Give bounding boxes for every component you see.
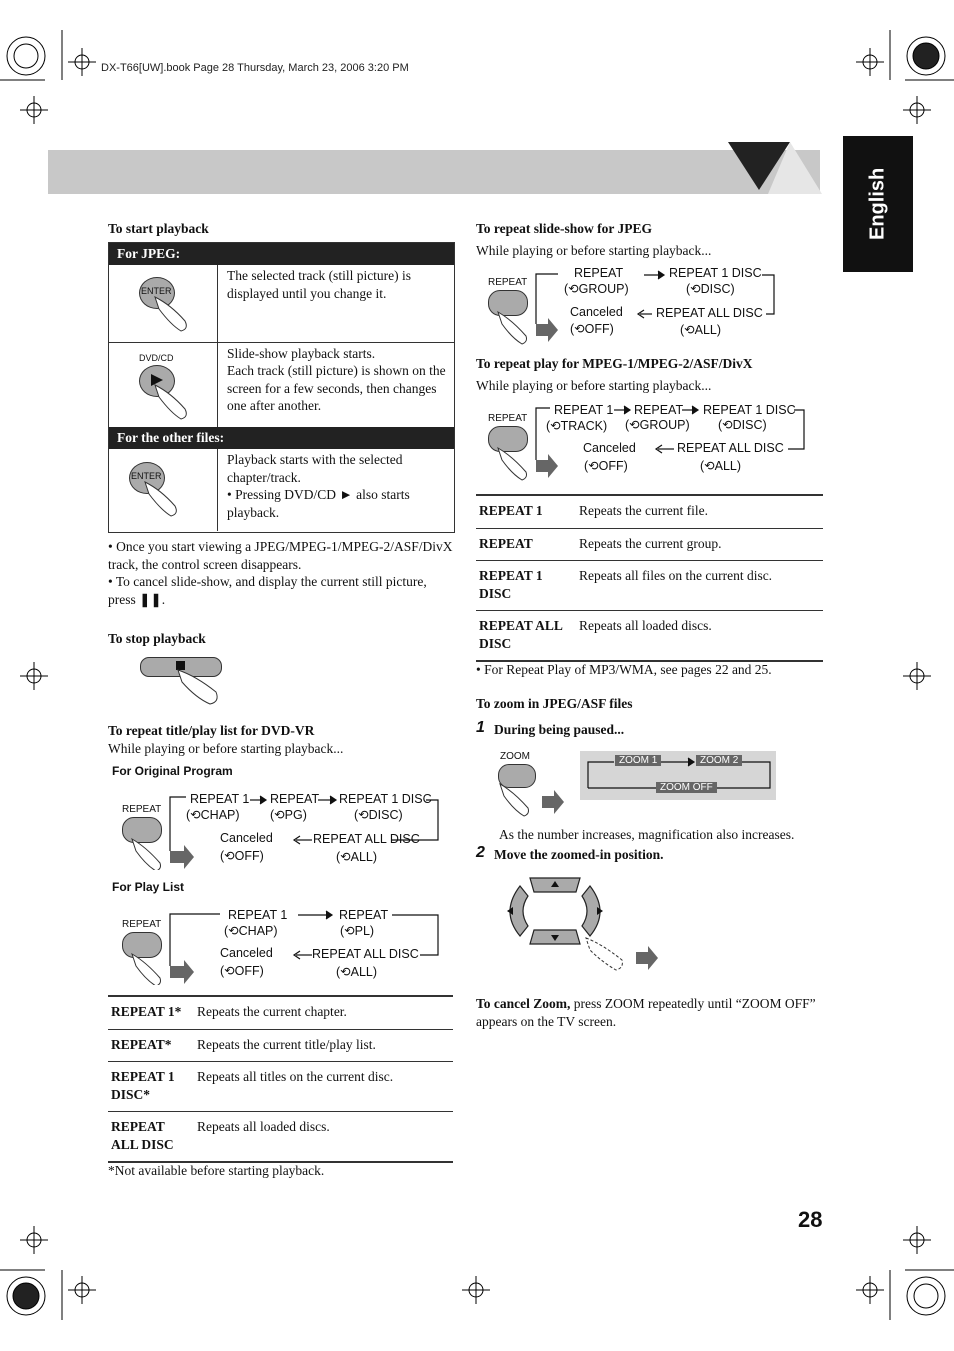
canceled-label: Canceled (583, 441, 636, 455)
mpeg-repeat-table (476, 494, 823, 662)
repeat1disc-sub: (⟲DISC) (686, 282, 735, 296)
repeat-label: REPEAT (339, 908, 389, 922)
zoom-note: As the number increases, magnification also increases. (499, 827, 795, 842)
zoom-off-tag: ZOOM OFF (656, 782, 717, 793)
repeat1-sub: (⟲TRACK) (546, 419, 608, 433)
finger-icon (176, 668, 226, 708)
all-label: (⟲ALL) (680, 323, 722, 337)
bullet-control-screen: • Once you start viewing a JPEG/MPEG-1/MPEG-2/ASF/DivX track, the control screen disappears. (108, 539, 453, 572)
repeat1disc-sub: (⟲DISC) (718, 418, 767, 432)
zoom-button-label: ZOOM (500, 751, 530, 762)
mpeg-repeat-heading: To repeat play for MPEG-1/MPEG-2/ASF/DivX (476, 356, 753, 371)
canceled-label: Canceled (220, 831, 273, 845)
original-program-diagram (112, 785, 452, 870)
repeat1-label: REPEAT 1 (190, 792, 250, 806)
page-number: 28 (798, 1207, 823, 1232)
cancel-zoom-bold: To cancel Zoom, (476, 996, 571, 1011)
other-row-bullet: • Pressing DVD/CD ► also starts playback. (227, 487, 410, 520)
stop-playback-heading: To stop playback (108, 631, 206, 646)
direction-pad[interactable] (498, 872, 668, 976)
repeat1-label: REPEAT 1 (228, 908, 288, 922)
zoom-heading: To zoom in JPEG/ASF files (476, 696, 633, 711)
repeat-sub: (⟲GROUP) (625, 418, 690, 432)
repeat-sub: (⟲PL) (340, 924, 375, 938)
triangle-marker-icon (728, 142, 822, 196)
all-label: (⟲ALL) (336, 965, 378, 979)
repeat1disc-label: REPEAT 1 DISC (703, 403, 796, 417)
flow-lines (482, 262, 822, 347)
jpeg-repeat-heading: To repeat slide-show for JPEG (476, 221, 653, 236)
canceled-label: Canceled (570, 305, 623, 319)
repeat-label: REPEAT (634, 403, 684, 417)
off-label: (⟲OFF) (584, 459, 628, 473)
all-label: (⟲ALL) (700, 459, 742, 473)
off-label: (⟲OFF) (220, 849, 264, 863)
step2-number: 2 (476, 844, 485, 861)
table-row: REPEAT ALL DISC Repeats all loaded discs. (476, 611, 823, 662)
jpeg-repeat-sub: While playing or before starting playback... (476, 243, 712, 258)
bullet-cancel-slideshow: • To cancel slide-show, and display the current still picture, press ❚❚. (108, 574, 427, 607)
dvdvr-repeat-table (108, 995, 453, 1163)
mpeg-repeat-sub: While playing or before starting playback... (476, 378, 712, 393)
table-row: REPEAT 1* Repeats the current chapter. (108, 996, 453, 1029)
start-playback-table (108, 242, 455, 533)
table-row: REPEAT 1 Repeats the current file. (476, 495, 823, 528)
play-list-label: For Play List (112, 880, 185, 894)
zoom-diagram (482, 748, 782, 820)
repeat1disc-sub: (⟲DISC) (354, 808, 403, 822)
repeat-all-disc-label: REPEAT ALL DISC (656, 306, 763, 320)
original-program-label: For Original Program (112, 764, 233, 778)
off-label: (⟲OFF) (220, 964, 264, 978)
enter-label: ENTER (141, 286, 172, 296)
repeat-dvdvr-heading: To repeat title/play list for DVD-VR (108, 723, 315, 738)
section-banner (48, 150, 820, 194)
repeat-button-label: REPEAT (122, 919, 162, 930)
table-row: REPEAT Repeats the current group. (476, 528, 823, 561)
enter-label: ENTER (131, 471, 162, 481)
mpeg-repeat-diagram (482, 398, 822, 483)
other-files-bar: For the other files: (109, 427, 454, 449)
jpeg-row1-text: The selected track (still picture) is displayed until you change it. (227, 268, 412, 301)
repeat-button-label: REPEAT (122, 804, 162, 815)
repeat-label: REPEAT (574, 266, 624, 280)
finger-icon (153, 295, 193, 335)
finger-icon (143, 480, 183, 520)
repeat-all-disc-label: REPEAT ALL DISC (312, 947, 419, 961)
other-row-text1: Playback starts with the selected chapter/track. (227, 452, 403, 485)
repeat-button-label: REPEAT (488, 413, 528, 424)
jpeg-bar: For JPEG: (109, 243, 454, 265)
file-info-header: DX-T66[UW].book Page 28 Thursday, March 23, 2006 3:20 PM (101, 62, 409, 74)
jpeg-row2-text2: Each track (still picture) is shown on the screen for a few seconds, then changes one after another. (227, 363, 446, 413)
step1-number: 1 (476, 719, 485, 736)
table-row: REPEAT* Repeats the current title/play list. (108, 1029, 453, 1062)
language-tab: English (843, 136, 913, 272)
repeat1-sub: (⟲CHAP) (186, 808, 240, 822)
jpeg-row2-text1: Slide-show playback starts. (227, 346, 376, 361)
repeat1disc-label: REPEAT 1 DISC (339, 792, 432, 806)
step1-text: During being paused... (494, 722, 625, 737)
canceled-label: Canceled (220, 946, 273, 960)
step2-text: Move the zoomed-in position. (494, 847, 664, 862)
repeat1disc-label: REPEAT 1 DISC (669, 266, 762, 280)
play-list-diagram (112, 900, 452, 985)
zoom1-tag: ZOOM 1 (615, 755, 661, 766)
repeat-sub: (⟲PG) (270, 808, 307, 822)
repeat1-label: REPEAT 1 (554, 403, 614, 417)
repeat-all-disc-label: REPEAT ALL DISC (313, 832, 420, 846)
repeat1-sub: (⟲CHAP) (224, 924, 278, 938)
repeat-all-disc-label: REPEAT ALL DISC (677, 441, 784, 455)
repeat-sub: (⟲GROUP) (564, 282, 629, 296)
table-row: REPEAT ALL DISC Repeats all loaded discs. (108, 1112, 453, 1163)
finger-icon (153, 383, 193, 423)
zoom2-tag: ZOOM 2 (696, 755, 742, 766)
off-label: (⟲OFF) (570, 322, 614, 336)
cancel-zoom-rest: press ZOOM repeatedly until “ZOOM OFF” appears on the TV screen. (476, 996, 816, 1029)
repeat-label: REPEAT (270, 792, 320, 806)
dvdcd-label: DVD/CD (139, 353, 174, 363)
repeat-dvdvr-sub: While playing or before starting playback... (108, 741, 344, 756)
jpeg-repeat-diagram (482, 262, 822, 347)
table-row: REPEAT 1 DISC Repeats all files on the current disc. (476, 561, 823, 611)
cancel-zoom-text (476, 995, 822, 1030)
mp3-note: • For Repeat Play of MP3/WMA, see pages 22 and 25. (476, 662, 772, 677)
start-playback-heading: To start playback (108, 221, 209, 236)
repeat-button-label: REPEAT (488, 277, 528, 288)
table-row: REPEAT 1 DISC* Repeats all titles on the current disc. (108, 1062, 453, 1112)
footnote: *Not available before starting playback. (108, 1163, 325, 1178)
all-label: (⟲ALL) (336, 850, 378, 864)
